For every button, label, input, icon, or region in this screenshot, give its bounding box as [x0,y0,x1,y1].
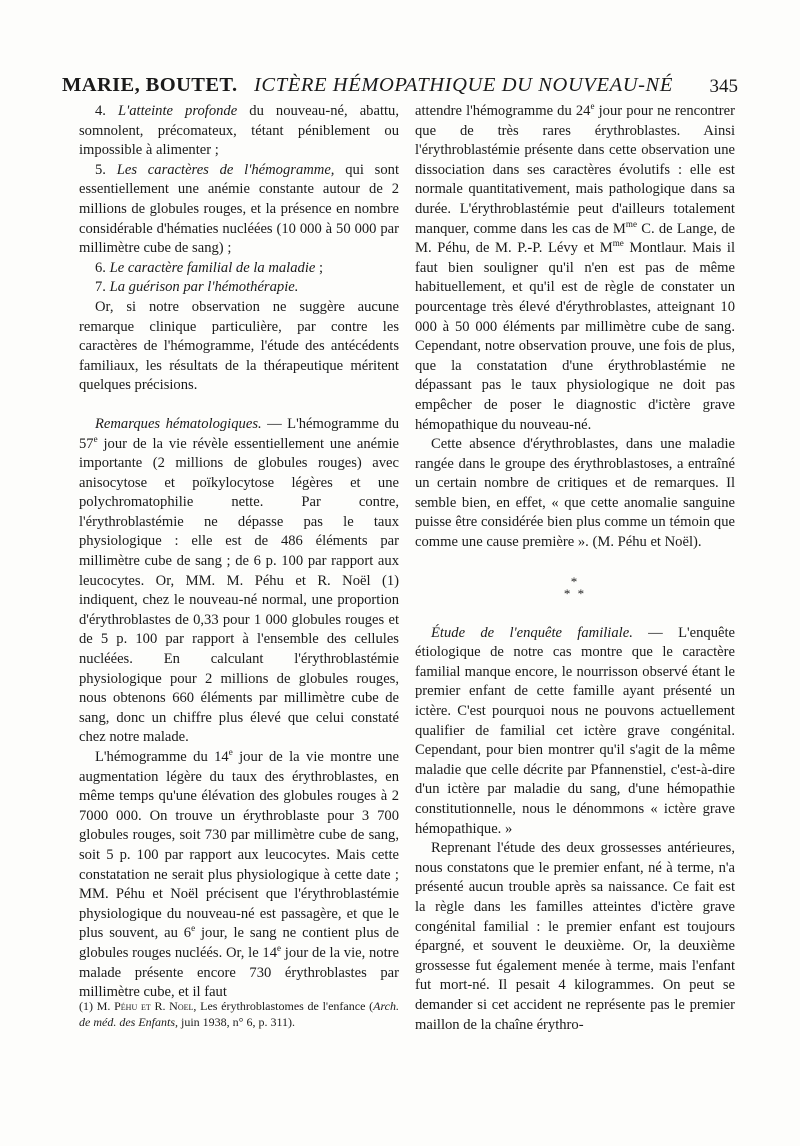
text-run: jour de la vie montre une augmentation légère du taux des érythroblastes, en même temps qu'une élévation des globules rouges à 2 7000 000. On trouve un érythroblaste pour 3 700 globules rouges, soit 730 par millimètre cube de sang, soit 5 p. 100 par rapport aux leucocytes. Mais cette constatation ne serait plus physiologique à cette date ; MM. Péhu et Noël précisent que l'érythroblastémie physiologique du nouveau-né est passagère, et que le plus souvent, au 6 [79,749,400,942]
page-number: 345 [709,76,738,97]
list-item-7 [79,278,399,298]
superscript: me [612,238,624,249]
list-item-text: qui sont essentiellement une anémie constante autour de 2 millions de globules rouges, et la présence en nombre considérable d'hématies nucléées (10 000 à 50 000 par millimètre cube de sang) ; [79,161,399,257]
list-number: 5. [95,161,117,178]
footnote-authors: M. Péhu et R. Noel, [96,999,197,1013]
list-item-5 [79,161,399,259]
paragraph-continued [415,102,735,435]
section-gap [415,614,735,624]
text-run: jour, le sang ne contient plus de globules rouges nucléés. Or, le 14 [79,925,399,961]
list-item-title: Le caractère familial de la maladie [109,259,316,276]
list-item-4 [79,102,399,161]
superscript: e [191,923,196,934]
em-dash: — [261,415,288,432]
text-run: L'hémogramme du 57 [79,415,399,452]
running-head-authors: MARIE, BOUTET. [62,74,238,96]
text-run: Montlaur. Mais il faut bien souligner qu'il n'en est pas de même habituellement, et qu'il est de règle de constater un pourcentage très élevé d'érythroblastes, atteignant 10 000 à 50 000 éléments par millimètre cube de sang. Cependant, notre observation prouve, une fois de plus, que la constatation d'une érythroblastémie ne dépassant pas le taux physiologique ne doit pas empêcher de poser le diagnostic d'ictère grave hémopathique du nouveau-né. [415,240,735,433]
text-run: jour pour ne rencontrer que de très rares érythroblastes. Ainsi l'érythroblastémie présente dans cette observation une dissociation dans ses caractères évolutifs : elle est normale quantitativement, mais pathologique dans sa durée. L'érythroblastémie peut d'ailleurs totalement manquer, comme dans les cas de M [415,103,735,237]
left-column [79,102,399,1003]
section-heading-etude: Étude de l'enquête familiale. [431,624,633,641]
list-number: 7. [95,279,110,296]
footnote [79,998,399,1030]
section-gap [79,396,399,415]
footnote-title: Les érythroblastomes de l'enfance ( [196,999,374,1013]
superscript: e [228,747,233,758]
running-head [62,74,738,104]
text-run: jour de la vie, notre malade présente encore 730 érythroblastes par millimètre cube, et il faut [79,944,399,1001]
footnote-details: juin 1938, n° 6, p. 311). [177,1015,296,1029]
superscript: e [277,943,282,954]
list-number: 6. [95,259,110,276]
section-gap [415,553,735,572]
superscript: me [625,218,637,229]
text-run: L'enquête étiologique de notre cas montre que le caractère familial manque encore, le nourrisson observé étant le premier enfant de cette famille ayant présenté un ictère. C'est pourquoi nous ne pouvons actuellement qualifier de familial cet ictère grave congénital. Cependant, pour bien montrer qu'il s'agit de la même maladie que celle décrite par Pfannenstiel, c'est-à-dire d'un ictère par maladie du sang, d'une hémopathie constitutionnelle, nous le dénommons « ictère grave hémopathique. » [415,624,735,837]
paragraph-etude [415,624,735,840]
list-item-title: Les caractères de l'hémogramme, [116,161,335,178]
list-item-title: La guérison par l'hémothérapie. [109,279,299,296]
text-run: C. de Lange, de M. Péhu, de M. P.-P. Lévy et M [415,220,735,257]
asterism-top: * [570,573,580,589]
right-column [415,102,735,1035]
em-dash: — [632,624,679,641]
text-run: jour de la vie révèle essentiellement une anémie importante (2 millions de globules rouges) avec anisocytose et poïkylocytose légères et une polychromatophilie nette. Par contre, l'érythroblastémie ne dépasse pas le taux physiologique : elle est de 486 éléments par millimètre cube de sang ; de 6 p. 100 par rapport aux leucocytes. Or, MM. M. Péhu et R. Noël (1) indiquent, chez le nouveau-né normal, une proportion d'érythroblastes de 0,33 pour 1 000 globules rouges et de 5 p. 100 par rapport à l'ensemble des cellules nucléées. En calculant l'érythroblastémie physiologique pour 2 millions de globules rouges, nous obtenons 660 éléments par millimètre cube de sang, donc un chiffre plus élevé que celui constaté chez notre malade. [79,435,399,746]
footnote-marker: (1) [79,999,97,1013]
list-item-text: du nouveau-né, abattu, somnolent, précomateux, tétant péniblement ou impossible à alimenter ; [79,103,399,159]
list-item-title: L'atteinte profonde [118,103,238,119]
paragraph-remarques [79,415,399,748]
paragraph-absence: Cette absence d'érythroblastes, dans une maladie rangée dans le groupe des érythroblastoses, a entraîné un certain nombre de critiques et de remarques. Il semble bien, en effet, « que cette anomalie sanguine puisse être considérée bien plus comme un témoin que comme une cause première ». (M. Péhu et Noël). [415,436,735,551]
list-item-text: ; [315,259,324,276]
paragraph-or: Or, si notre observation ne suggère aucune remarque clinique particulière, par contre les caractères de l'hémogramme, l'étude des antécédents familiaux, les résultats de la thérapeutique méritent quelques précisions. [79,298,399,394]
paragraph-reprenant: Reprenant l'étude des deux grossesses antérieures, nous constatons que le premier enfant, né à terme, n'a présenté aucun trouble après sa naissance. Ce fait est la règle dans les familles atteintes d'ictère grave congénital familial : le premier enfant est toujours épargné, et souvent le deuxième. Or, la deuxième grossesse fut également menée à terme, mais l'enfant fut mort-né. Il pesait 4 kilogrammes. On peut se demander si cet accident ne représente pas le premier maillon de la chaîne érythro- [415,840,735,1033]
superscript: e [93,433,98,444]
superscript: e [590,101,595,112]
footnote-journal: Arch. de méd. des Enfants, [79,999,400,1029]
text-run: L'hémogramme du 14 [95,749,229,765]
running-head-title: ICTÈRE HÉMOPATHIQUE DU NOUVEAU-NÉ [254,74,673,96]
list-number: 4. [95,103,118,119]
text-run: attendre l'hémogramme du 24 [415,103,591,119]
asterism-bottom: * * [563,585,587,601]
list-item-6 [79,259,399,279]
section-heading-remarques: Remarques hématologiques. [95,415,262,432]
asterism-divider [415,572,735,614]
paragraph-hemogramme-14 [79,748,399,1003]
